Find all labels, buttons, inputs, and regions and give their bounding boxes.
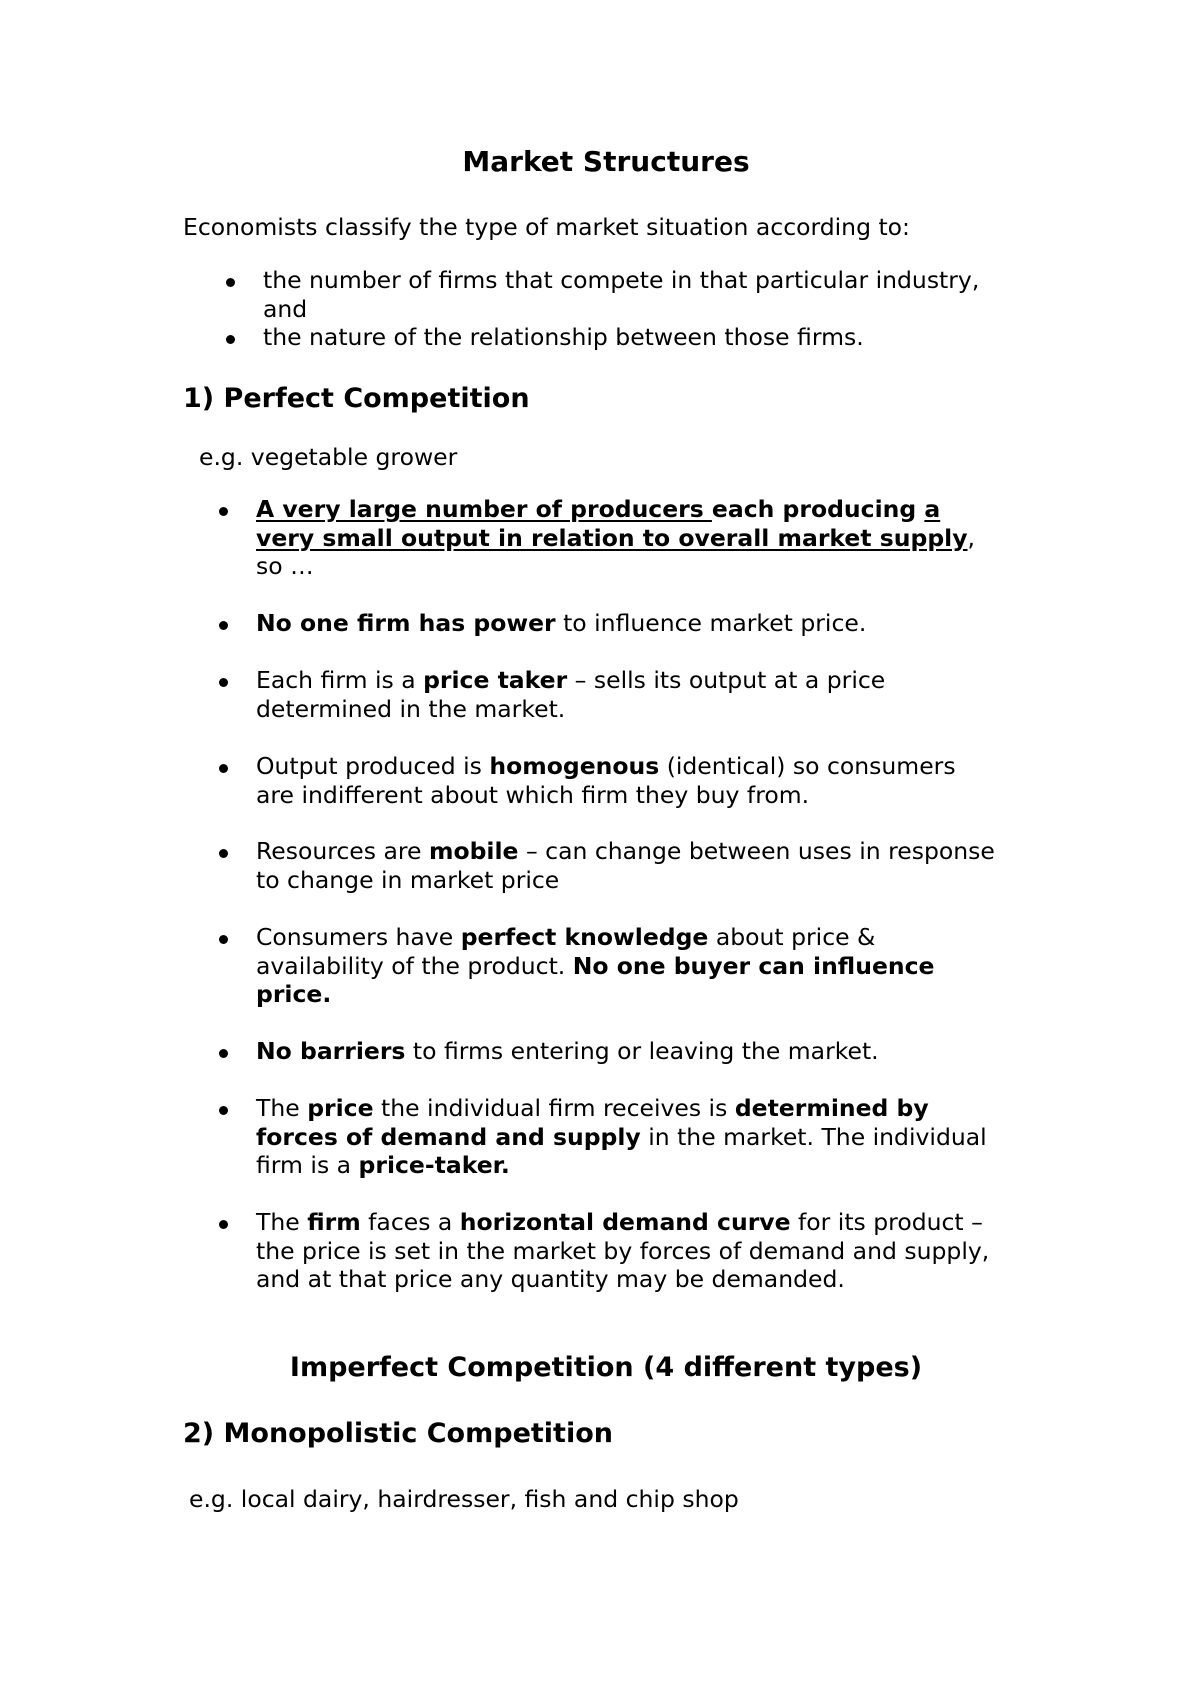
example-text: e.g. vegetable grower [199,443,458,471]
bullet-icon [219,935,228,944]
imperfect-competition-heading: Imperfect Competition (4 different types) [289,1352,923,1383]
bullet-icon [219,678,228,687]
bullet-icon [226,335,235,344]
bullet-icon [219,764,228,773]
list-item: No barriers to firms entering or leaving the market. [256,1037,879,1065]
bullet-icon [219,621,228,630]
bullet-icon [219,507,228,516]
list-item: Each firm is a price taker – sells its output at a price determined in the market. [256,666,886,723]
bullet-icon [219,1106,228,1115]
list-item: the number of firms that compete in that particular industry, and [263,266,980,323]
document-title: Market Structures [462,145,750,178]
list-item: The firm faces a horizontal demand curve for its product – the price is set in the market by forces of demand and supply, and at that price any quantity may be demanded. [256,1208,990,1293]
list-item: Consumers have perfect knowledge about price & availability of the product. No one buyer can influence price. [256,923,935,1008]
bullet-icon [219,1220,228,1229]
list-item: A very large number of producers each producing a very small output in relation to overall market supply, so … [256,495,976,580]
section-heading-perfect-competition: 1) Perfect Competition [183,383,530,414]
example-text: e.g. local dairy, hairdresser, fish and chip shop [189,1485,739,1513]
list-item: The price the individual firm receives is determined by forces of demand and supply in the market. The individual firm is a price-taker. [256,1094,987,1179]
bullet-icon [219,1049,228,1058]
list-item: Resources are mobile – can change between uses in response to change in market price [256,837,995,894]
bullet-icon [226,278,235,287]
list-item: No one firm has power to influence market price. [256,609,867,637]
list-item: Output produced is homogenous (identical) so consumers are indifferent about which firm they buy from. [256,752,956,809]
list-item: the nature of the relationship between those firms. [263,323,864,351]
intro-paragraph: Economists classify the type of market situation according to: [183,213,910,241]
section-heading-monopolistic-competition: 2) Monopolistic Competition [183,1418,613,1449]
bullet-icon [219,849,228,858]
